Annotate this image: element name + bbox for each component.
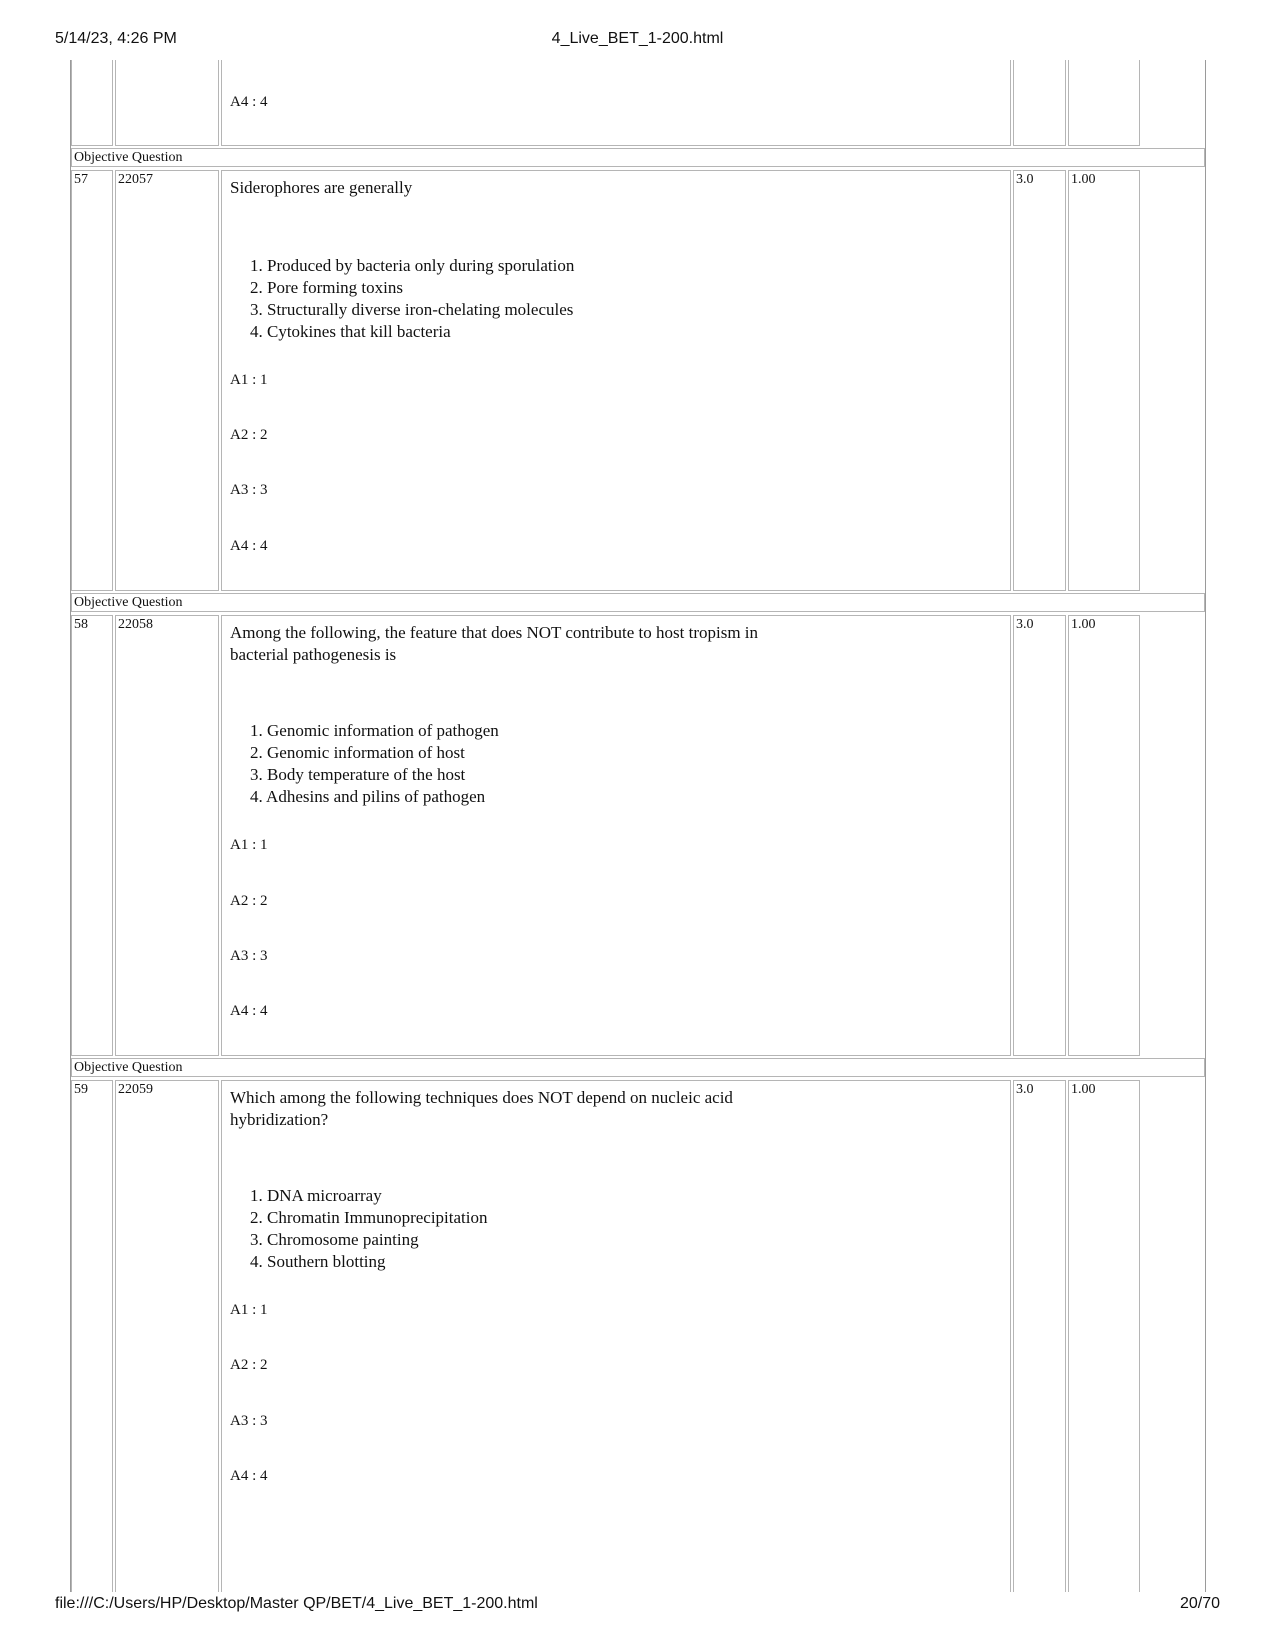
answer-option: A1 : 1 xyxy=(230,837,268,853)
print-file-path: file:///C:/Users/HP/Desktop/Master QP/BET/4_Live_BET_1-200.html xyxy=(55,1595,538,1612)
option-item: 4. Southern blotting xyxy=(250,1252,386,1271)
answer-option: A1 : 1 xyxy=(230,372,268,388)
answer-option: A1 : 1 xyxy=(230,1302,268,1318)
carryover-negative-cell xyxy=(1068,60,1140,146)
carryover-question-cell xyxy=(221,60,1011,146)
section-label-row: Objective Question xyxy=(71,593,1205,612)
carryover-answer: A4 : 4 xyxy=(230,94,268,110)
marks-cell: 3.0 xyxy=(1013,615,1066,1056)
print-page-number: 20/70 xyxy=(1179,1595,1220,1612)
sno-cell: 57 xyxy=(71,170,113,591)
question-cell xyxy=(221,1080,1011,1592)
options-list xyxy=(250,720,499,808)
answer-option: A3 : 3 xyxy=(230,1413,268,1429)
option-item: 3. Structurally diverse iron-chelating molecules xyxy=(250,300,574,319)
marks-cell: 3.0 xyxy=(1013,170,1066,591)
option-item: 1. Produced by bacteria only during sporulation xyxy=(250,256,575,275)
answer-option: A2 : 2 xyxy=(230,893,268,909)
marks-cell: 3.0 xyxy=(1013,1080,1066,1592)
question-text: Which among the following techniques does NOT depend on nucleic acid hybridization? xyxy=(230,1088,733,1129)
answer-option: A2 : 2 xyxy=(230,427,268,443)
option-item: 1. Genomic information of pathogen xyxy=(250,721,499,740)
option-item: 2. Genomic information of host xyxy=(250,743,465,762)
question-text: Siderophores are generally xyxy=(230,178,413,197)
option-item: 2. Chromatin Immunoprecipitation xyxy=(250,1208,488,1227)
options-list xyxy=(250,1185,488,1273)
answer-option: A2 : 2 xyxy=(230,1357,268,1373)
qid-cell: 22057 xyxy=(115,170,219,591)
answer-option: A4 : 4 xyxy=(230,1468,268,1484)
option-item: 1. DNA microarray xyxy=(250,1186,382,1205)
sno-cell: 58 xyxy=(71,615,113,1056)
question-cell xyxy=(221,615,1011,1056)
negative-marks-cell: 1.00 xyxy=(1068,170,1140,591)
option-item: 4. Cytokines that kill bacteria xyxy=(250,322,451,341)
answer-option: A4 : 4 xyxy=(230,538,268,554)
question-paper-table xyxy=(70,60,1206,1592)
carryover-qid-cell xyxy=(115,60,219,146)
option-item: 3. Chromosome painting xyxy=(250,1230,419,1249)
qid-cell: 22059 xyxy=(115,1080,219,1592)
sno-cell: 59 xyxy=(71,1080,113,1592)
print-doc-title: 4_Live_BET_1-200.html xyxy=(551,30,724,47)
print-datetime: 5/14/23, 4:26 PM xyxy=(55,30,177,47)
section-label-row: Objective Question xyxy=(71,1058,1205,1077)
negative-marks-cell: 1.00 xyxy=(1068,1080,1140,1592)
question-text: Among the following, the feature that does NOT contribute to host tropism in bacterial pathogenesis is xyxy=(230,623,759,664)
answer-option: A3 : 3 xyxy=(230,948,268,964)
carryover-marks-cell xyxy=(1013,60,1066,146)
carryover-sno-cell xyxy=(71,60,113,146)
option-item: 2. Pore forming toxins xyxy=(250,278,403,297)
negative-marks-cell: 1.00 xyxy=(1068,615,1140,1056)
answer-option: A3 : 3 xyxy=(230,482,268,498)
options-list xyxy=(250,255,574,343)
option-item: 4. Adhesins and pilins of pathogen xyxy=(250,787,486,806)
question-cell xyxy=(221,170,1011,591)
section-label-row: Objective Question xyxy=(71,148,1205,167)
answer-option: A4 : 4 xyxy=(230,1003,268,1019)
option-item: 3. Body temperature of the host xyxy=(250,765,466,784)
print-header xyxy=(0,30,1275,52)
print-footer xyxy=(0,1595,1275,1617)
qid-cell: 22058 xyxy=(115,615,219,1056)
